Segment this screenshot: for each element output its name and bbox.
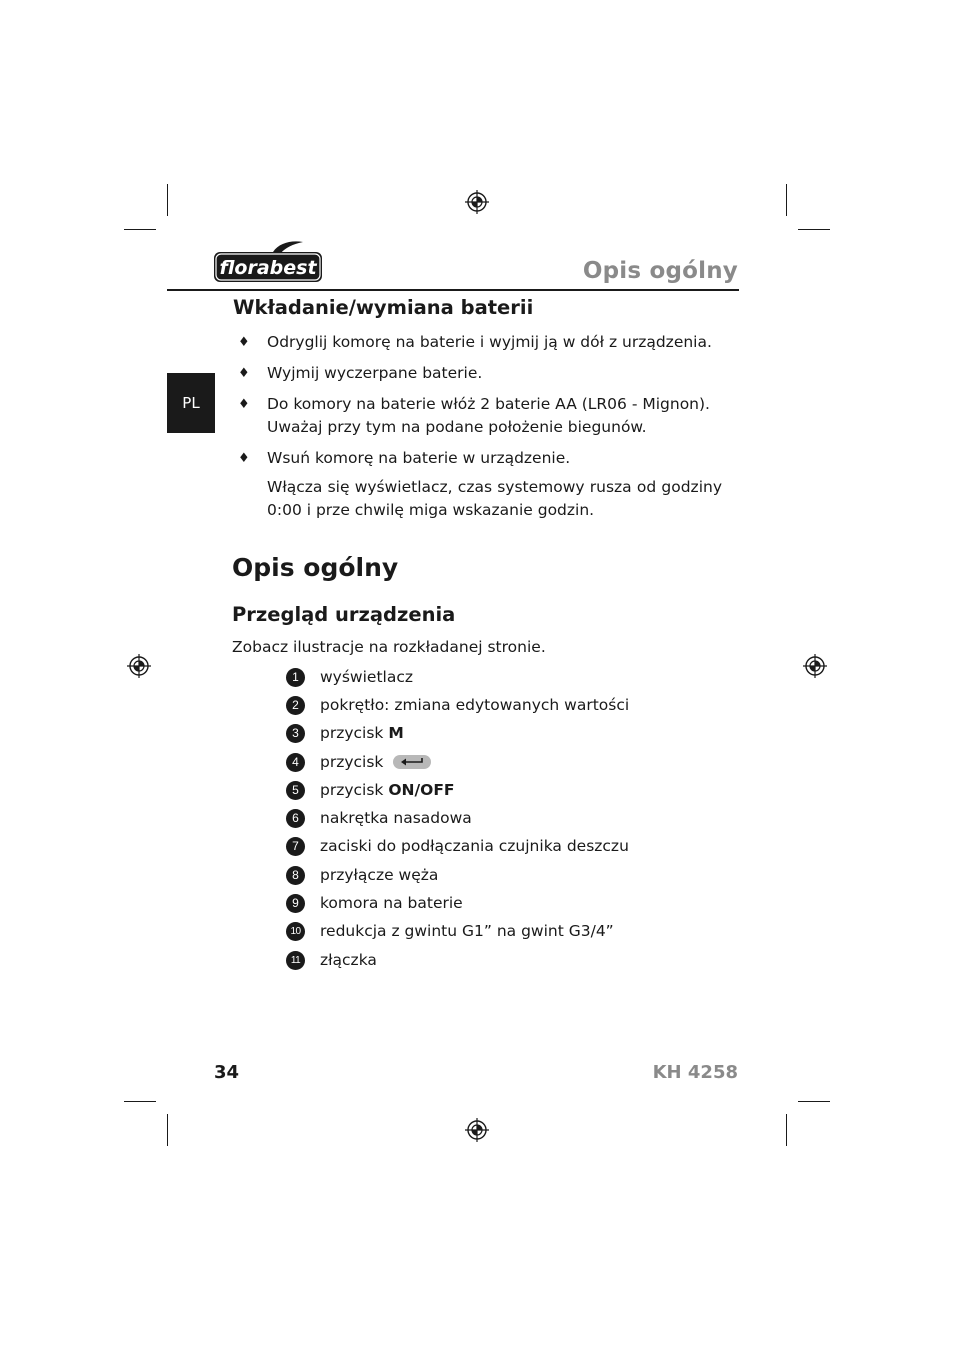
battery-instructions-list (233, 331, 723, 478)
part-label: zaciski do podłączania czujnika deszczu (320, 837, 629, 856)
registration-mark-icon (465, 190, 489, 214)
registration-mark-icon (127, 654, 151, 678)
overview-intro: Zobacz ilustracje na rozkładanej stronie. (232, 638, 546, 656)
crop-mark (798, 1101, 830, 1102)
part-number-badge: 1 (286, 668, 305, 687)
list-item (233, 331, 723, 354)
list-item (233, 393, 723, 439)
crop-mark (167, 184, 168, 216)
crop-mark (167, 1114, 168, 1146)
part-item (286, 918, 629, 946)
device-overview-heading: Przegląd urządzenia (232, 603, 456, 626)
enter-key-icon (393, 755, 431, 769)
parts-list (286, 663, 629, 974)
part-label-bold: M (388, 724, 404, 743)
part-item (286, 861, 629, 889)
diamond-bullet-icon: ♦ (238, 335, 250, 350)
list-item (233, 362, 723, 385)
crop-mark (124, 1101, 156, 1102)
part-label: przycisk (320, 780, 389, 799)
list-item (233, 447, 723, 470)
part-item (286, 720, 629, 748)
part-number-badge: 10 (286, 922, 305, 941)
part-label-bold: ON/OFF (388, 780, 455, 799)
part-label: komora na baterie (320, 894, 463, 913)
part-item (286, 691, 629, 719)
part-label: wyświetlacz (320, 667, 413, 686)
part-number-badge: 6 (286, 809, 305, 828)
header-divider (167, 289, 739, 291)
overview-title: Opis ogólny (232, 553, 399, 582)
part-label: przycisk (320, 752, 389, 771)
language-tab: PL (167, 373, 215, 433)
part-item (286, 663, 629, 691)
header-section-title: Opis ogólny (582, 258, 738, 284)
logo-text: florabest (219, 257, 317, 279)
part-item (286, 889, 629, 917)
diamond-bullet-icon: ♦ (238, 451, 250, 466)
model-number: KH 4258 (652, 1062, 738, 1083)
part-number-badge: 7 (286, 837, 305, 856)
part-label: redukcja z gwintu G1” na gwint G3/4” (320, 922, 614, 941)
part-number-badge: 3 (286, 724, 305, 743)
part-number-badge: 8 (286, 866, 305, 885)
part-item (286, 748, 629, 776)
battery-result-paragraph: Włącza się wyświetlacz, czas systemowy rusza od godziny 0:00 i prze chwilę miga wskazanie godzin. (267, 478, 722, 519)
list-item-text: Odryglij komorę na baterie i wyjmij ją w dół z urządzenia. (267, 333, 712, 351)
registration-mark-icon (803, 654, 827, 678)
florabest-logo (213, 240, 323, 284)
part-label: przycisk (320, 724, 389, 743)
crop-mark (786, 1114, 787, 1146)
part-label: przyłącze węża (320, 865, 439, 884)
part-label: nakrętka nasadowa (320, 809, 472, 828)
list-item-text: Wyjmij wyczerpane baterie. (267, 364, 483, 382)
part-item (286, 946, 629, 974)
part-item (286, 833, 629, 861)
crop-mark (798, 229, 830, 230)
diamond-bullet-icon: ♦ (238, 366, 250, 381)
battery-section-heading: Wkładanie/wymiana baterii (233, 296, 534, 319)
part-item (286, 776, 629, 804)
part-number-badge: 11 (286, 951, 305, 970)
list-item-text: Wsuń komorę na baterie w urządzenie. (267, 449, 571, 467)
part-number-badge: 9 (286, 894, 305, 913)
part-number-badge: 5 (286, 781, 305, 800)
page-number: 34 (214, 1062, 240, 1083)
crop-mark (124, 229, 156, 230)
part-number-badge: 2 (286, 696, 305, 715)
crop-mark (786, 184, 787, 216)
diamond-bullet-icon: ♦ (238, 397, 250, 412)
registration-mark-icon (465, 1118, 489, 1142)
part-label: złączka (320, 950, 377, 969)
part-label: pokrętło: zmiana edytowanych wartości (320, 695, 630, 714)
list-item-text: Do komory na baterie włóż 2 baterie AA (LR06 - Mignon). Uważaj przy tym na podane położenie biegunów. (267, 395, 710, 436)
part-number-badge: 4 (286, 753, 305, 772)
part-item (286, 804, 629, 832)
